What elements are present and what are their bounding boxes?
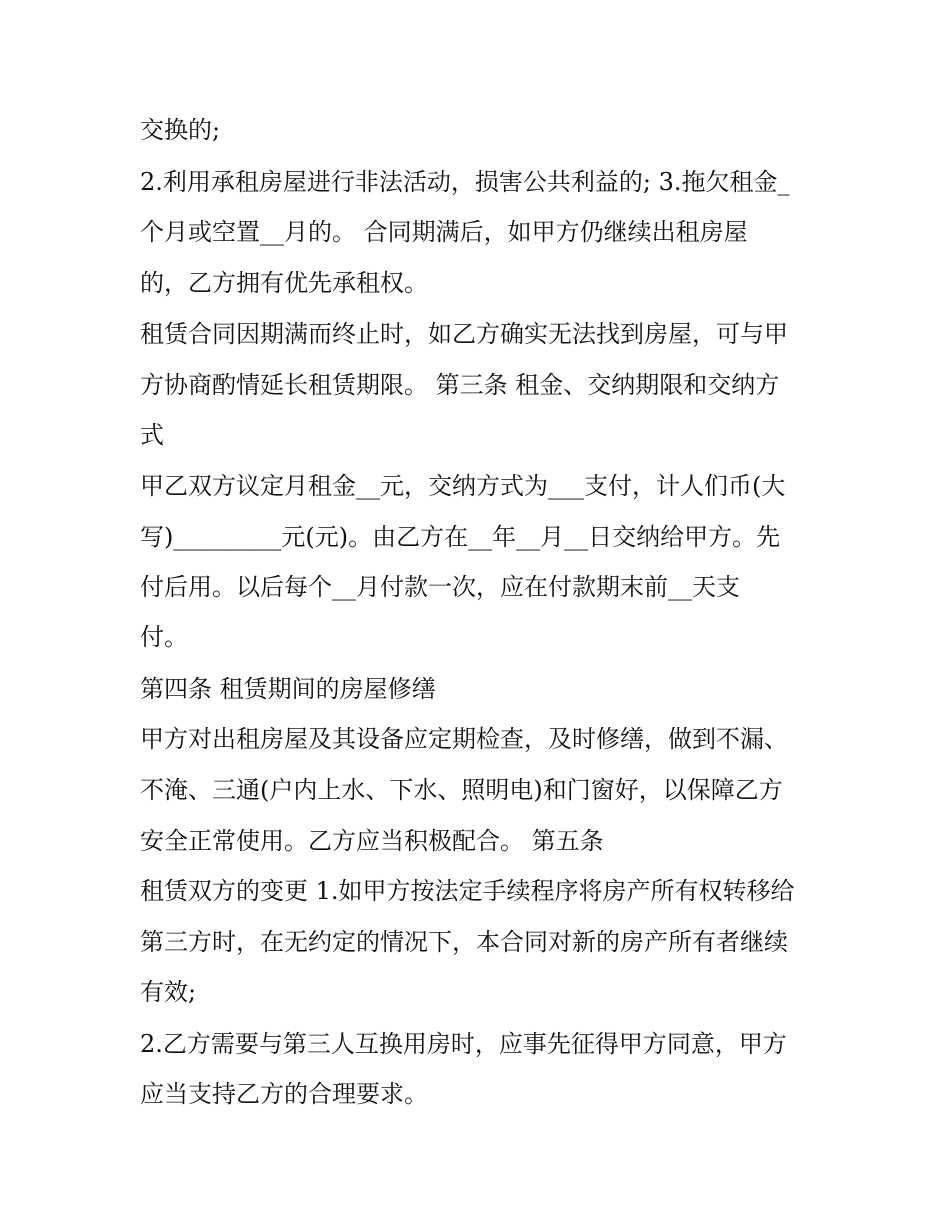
- text-line: 租赁双方的变更 1.如甲方按法定手续程序将房产所有权转移给: [140, 877, 795, 905]
- text-line: 有效;: [140, 978, 197, 1006]
- text-line: 写)_________元(元)。由乙方在__年__月__日交纳给甲方。先: [140, 523, 781, 551]
- text-line: 应当支持乙方的合理要求。: [140, 1080, 428, 1108]
- text-line: 付后用。以后每个__月付款一次，应在付款期末前__天支: [140, 573, 740, 601]
- text-line: 甲乙双方议定月租金__元，交纳方式为___支付，计人们币(大: [140, 472, 786, 500]
- text-line: 安全正常使用。乙方应当积极配合。 第五条: [140, 827, 604, 855]
- text-line: 租赁合同因期满而终止时，如乙方确实无法找到房屋，可与甲: [140, 320, 788, 348]
- text-line: 方协商酌情延长租赁期限。 第三条 租金、交纳期限和交纳方: [140, 371, 780, 399]
- text-line: 交换的;: [140, 116, 221, 144]
- text-line: 不淹、三通(户内上水、下水、照明电)和门窗好，以保障乙方: [140, 776, 783, 804]
- text-line: 2.乙方需要与第三人互换用房时，应事先征得甲方同意，甲方: [140, 1030, 787, 1058]
- section-heading: 第四条 租赁期间的房屋修缮: [140, 675, 436, 703]
- text-line: 第三方时，在无约定的情况下，本合同对新的房产所有者继续: [140, 928, 788, 956]
- text-line: 个月或空置__月的。 合同期满后，如甲方仍继续出租房屋: [140, 218, 748, 246]
- text-line: 2.利用承租房屋进行非法活动，损害公共利益的; 3.拖欠租金_: [140, 168, 790, 196]
- text-line: 的，乙方拥有优先承租权。: [140, 269, 428, 297]
- text-line: 付。: [140, 623, 188, 651]
- text-line: 甲方对出租房屋及其设备应定期检查，及时修缮，做到不漏、: [140, 725, 788, 753]
- text-line: 式: [140, 421, 164, 449]
